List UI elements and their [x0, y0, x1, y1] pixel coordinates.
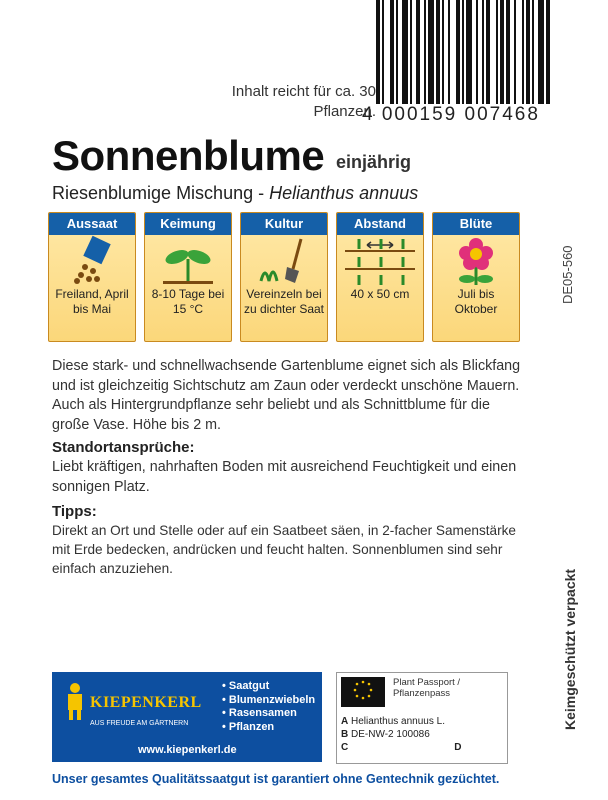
passport-row-b: B DE-NW-2 100086: [341, 729, 430, 740]
eu-flag-icon: [341, 677, 385, 707]
brand-logo: KIEPENKERL: [90, 694, 202, 711]
side-note: Keimgeschützt verpackt: [562, 568, 578, 730]
content-note: Inhalt reicht für ca. 30 Pflanzen.: [231, 83, 376, 120]
subtitle-latin: Helianthus annuus: [269, 183, 419, 203]
subtitle-common: Riesenblumige Mischung -: [52, 183, 270, 203]
barcode-number: 4 000159 007468: [362, 104, 540, 125]
brand-box: [52, 672, 322, 762]
shovel-icon: [241, 235, 327, 287]
kiepenkerl-figure-icon: [62, 682, 88, 722]
card-kultur: [240, 212, 328, 342]
card-bluete: [432, 212, 520, 342]
plant-passport: [336, 672, 508, 764]
card-header: Aussaat: [49, 213, 135, 235]
card-text: Vereinzeln bei zu dichter Saat: [243, 287, 325, 316]
card-aussaat: [48, 212, 136, 342]
seed-bag-icon: [49, 235, 135, 287]
passport-title: Plant Passport / Pflanzenpass: [393, 677, 461, 699]
card-header: Kultur: [241, 213, 327, 235]
annual-label: einjährig: [336, 152, 412, 172]
cultivation-cards: [48, 212, 528, 342]
card-text: Freiland, April bis Mai: [55, 287, 129, 316]
card-header: Keimung: [145, 213, 231, 235]
product-item: • Saatgut: [222, 680, 270, 692]
brand-products: [222, 680, 315, 734]
card-header: Blüte: [433, 213, 519, 235]
card-text: 8-10 Tage bei 15 °C: [151, 287, 225, 316]
card-text: 40 x 50 cm: [350, 287, 410, 301]
tips-heading: Tipps:: [52, 503, 97, 520]
product-item: • Blumenzwiebeln: [222, 693, 316, 706]
product-title: Sonnenblume: [52, 132, 325, 179]
card-abstand: [336, 212, 424, 342]
footer-note: Unser gesamtes Qualitätssaatgut ist garantiert ohne Gentechnik gezüchtet.: [52, 772, 500, 786]
brand-tagline: AUS FREUDE AM GÄRTNERN: [90, 720, 189, 727]
product-item: • Rasensamen: [222, 707, 297, 719]
tips-text: Direkt an Ort und Stelle oder auf ein Saatbeet säen, in 2-facher Samenstärke mit Erde bedecken, andrücken und feucht halten. Sonnenblumen sind sehr einfach anzuziehen.: [52, 523, 516, 576]
location-text: Liebt kräftigen, nahrhaften Boden mit ausreichend Feuchtigkeit und einen sonnigen Platz.: [52, 459, 517, 495]
description: Diese stark- und schnellwachsende Gartenblume eignet sich als Blickfang und ist gleichzeitig Sichtschutz am Zaun oder verdeckt unschöne Mauern. Auch als Hintergrundpflanze sehr beliebt und als Schnittblume für die große Vase. Höhe bis 2 m.: [52, 358, 521, 433]
passport-fields: [341, 715, 503, 754]
side-code: DE05-560: [560, 245, 575, 304]
spacing-icon: [337, 235, 423, 287]
barcode: [372, 0, 606, 118]
product-subtitle: [52, 183, 418, 204]
card-header: Abstand: [337, 213, 423, 235]
passport-row-cd: C D: [341, 742, 462, 753]
location-heading: Standortansprüche:: [52, 439, 195, 456]
flower-icon: [433, 235, 519, 287]
product-item: • Pflanzen: [222, 720, 275, 733]
card-text: Juli bis Oktober: [454, 287, 498, 316]
brand-website[interactable]: www.kiepenkerl.de: [138, 744, 237, 756]
card-keimung: [144, 212, 232, 342]
passport-row-a: A Helianthus annuus L.: [341, 716, 445, 727]
sprout-icon: [145, 235, 231, 287]
